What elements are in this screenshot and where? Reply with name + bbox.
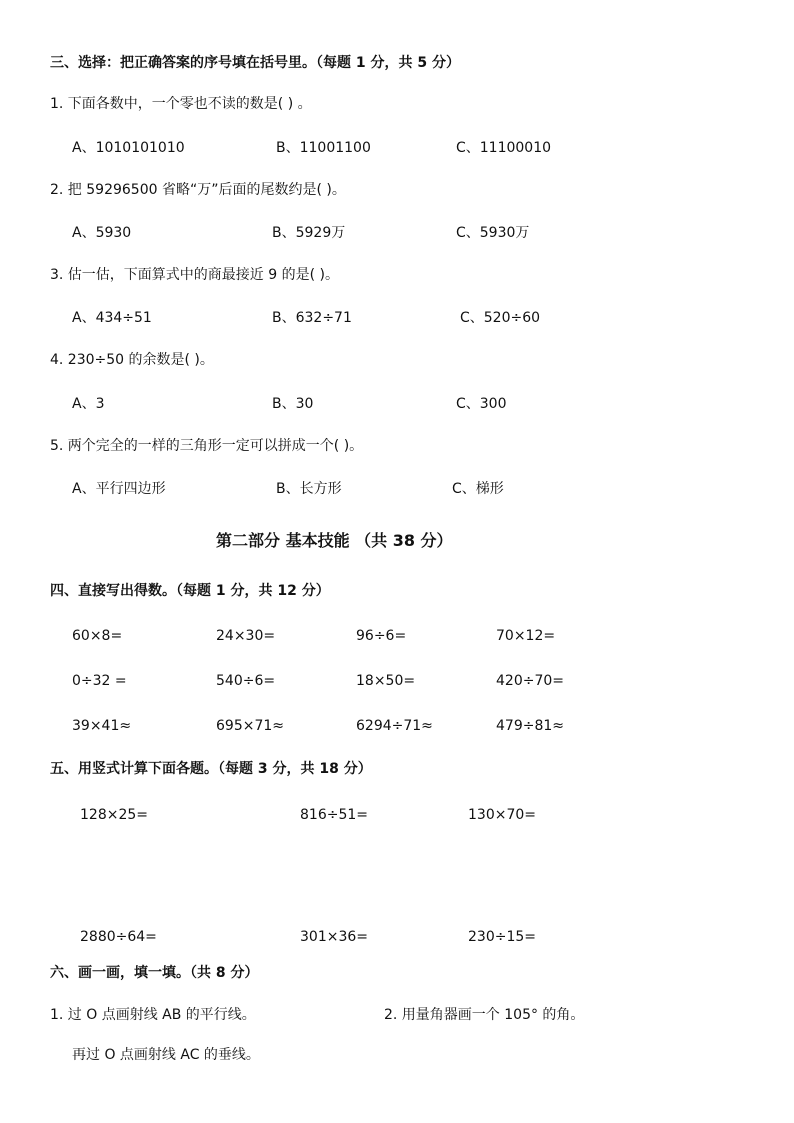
vertical-calc-item: 2880÷64= [80,929,157,945]
question-2-option-b: B、5929万 [272,225,346,241]
calc-item: 540÷6= [216,673,276,689]
section-4-header: 四、直接写出得数。（每题 1 分，共 12 分） [50,583,330,599]
calc-item: 695×71≈ [216,718,284,734]
calc-item: 96÷6= [356,628,407,644]
section-6-header: 六、画一画，填一填。（共 8 分） [50,965,259,981]
section-3-header: 三、选择：把正确答案的序号填在括号里。（每题 1 分，共 5 分） [50,55,460,71]
calc-item: 479÷81≈ [496,718,564,734]
calc-item: 18×50= [356,673,416,689]
calc-item: 6294÷71≈ [356,718,433,734]
question-2-stem: 2. 把 59296500 省略“万”后面的尾数约是( )。 [50,182,346,198]
question-3-option-c: C、520÷60 [460,310,541,326]
question-4-stem: 4. 230÷50 的余数是( )。 [50,352,214,368]
drawing-question-1-line-1: 1. 过 O 点画射线 AB 的平行线。 [50,1007,256,1023]
section-5-header: 五、用竖式计算下面各题。（每题 3 分，共 18 分） [50,761,372,777]
calc-item: 24×30= [216,628,276,644]
vertical-calc-item: 301×36= [300,929,368,945]
calc-item: 0÷32 = [72,673,127,689]
part-2-title: 第二部分 基本技能 （共 38 分） [216,531,453,550]
question-1-option-b: B、11001100 [276,140,371,156]
vertical-calc-item: 816÷51= [300,807,368,823]
question-4-option-c: C、300 [456,396,507,412]
calc-item: 420÷70= [496,673,564,689]
question-4-option-b: B、30 [272,396,314,412]
drawing-question-1-line-2: 再过 O 点画射线 AC 的垂线。 [72,1047,260,1063]
question-3-stem: 3. 估一估，下面算式中的商最接近 9 的是( )。 [50,267,339,283]
question-5-option-c: C、梯形 [452,481,504,497]
calc-item: 39×41≈ [72,718,132,734]
question-3-option-b: B、632÷71 [272,310,352,326]
calc-item: 70×12= [496,628,556,644]
vertical-calc-item: 230÷15= [468,929,536,945]
question-2-option-a: A、5930 [72,225,132,241]
vertical-calc-item: 128×25= [80,807,148,823]
question-5-option-b: B、长方形 [276,481,342,497]
calc-item: 60×8= [72,628,123,644]
vertical-calc-item: 130×70= [468,807,536,823]
question-1-option-c: C、11100010 [456,140,552,156]
question-4-option-a: A、3 [72,396,105,412]
question-1-option-a: A、1010101010 [72,140,185,156]
question-2-option-c: C、5930万 [456,225,530,241]
drawing-question-2: 2. 用量角器画一个 105° 的角。 [384,1007,585,1023]
question-5-stem: 5. 两个完全的一样的三角形一定可以拼成一个( )。 [50,438,364,454]
question-5-option-a: A、平行四边形 [72,481,166,497]
question-3-option-a: A、434÷51 [72,310,152,326]
question-1-stem: 1. 下面各数中，一个零也不读的数是( ) 。 [50,96,312,112]
